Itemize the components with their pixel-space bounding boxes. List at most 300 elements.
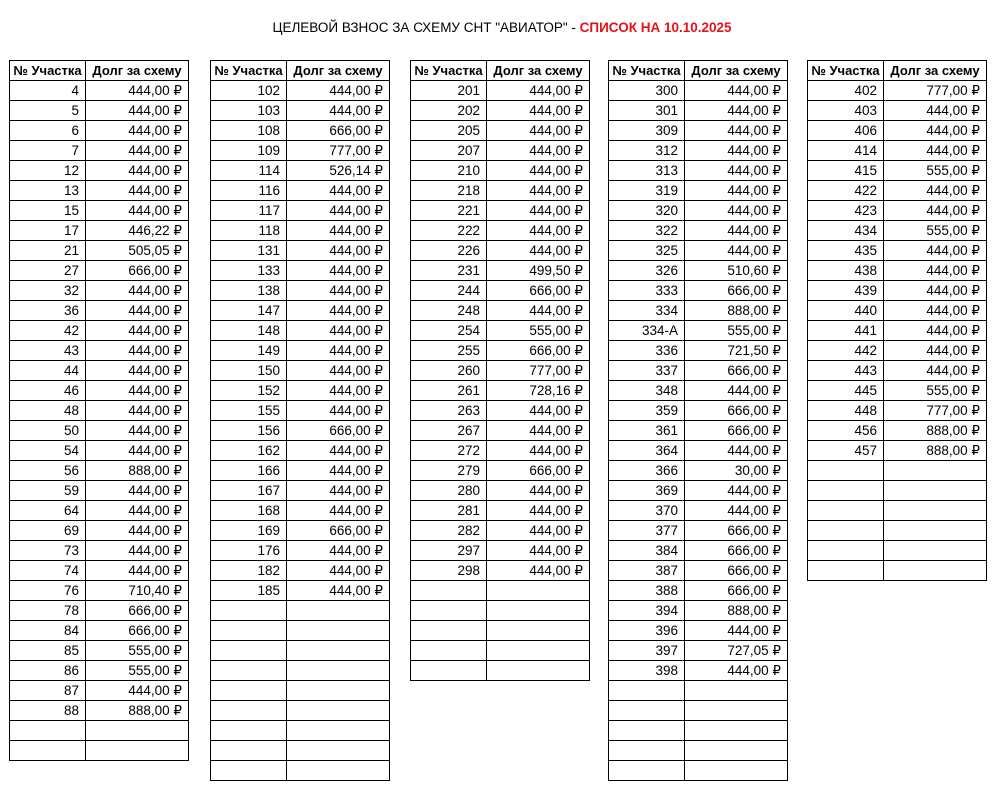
plot-number-cell: 36 (10, 301, 86, 321)
plot-number-cell: 131 (211, 241, 287, 261)
debt-amount-cell: 444,00 ₽ (287, 201, 390, 221)
plot-number-cell: 78 (10, 601, 86, 621)
debt-amount-cell: 666,00 ₽ (86, 621, 189, 641)
debt-amount-cell: 444,00 ₽ (487, 421, 590, 441)
debt-amount-cell: 444,00 ₽ (685, 501, 788, 521)
plot-number-cell: 116 (211, 181, 287, 201)
table-row (10, 441, 189, 461)
table-row (411, 101, 590, 121)
debt-amount-cell: 444,00 ₽ (487, 161, 590, 181)
empty-cell (808, 461, 884, 481)
table-row (10, 541, 189, 561)
table-row (609, 361, 788, 381)
plot-number-cell: 17 (10, 221, 86, 241)
table-row (211, 381, 390, 401)
plot-number-cell: 282 (411, 521, 487, 541)
column-header-debt: Долг за схему (287, 61, 390, 81)
table-row (411, 221, 590, 241)
debt-amount-cell: 721,50 ₽ (685, 341, 788, 361)
plot-number-cell: 254 (411, 321, 487, 341)
table-row (211, 301, 390, 321)
debt-amount-cell: 444,00 ₽ (287, 581, 390, 601)
table-row (609, 201, 788, 221)
plot-number-cell: 109 (211, 141, 287, 161)
plot-number-cell: 201 (411, 81, 487, 101)
empty-cell (211, 701, 287, 721)
column-header-debt: Долг за схему (685, 61, 788, 81)
table-row (211, 441, 390, 461)
debt-table-5 (807, 60, 987, 581)
plot-number-cell: 6 (10, 121, 86, 141)
plot-number-cell: 54 (10, 441, 86, 461)
plot-number-cell: 118 (211, 221, 287, 241)
debt-amount-cell: 444,00 ₽ (86, 681, 189, 701)
debt-amount-cell: 444,00 ₽ (86, 361, 189, 381)
empty-row (211, 661, 390, 681)
table-row (211, 401, 390, 421)
table-row (10, 581, 189, 601)
debt-amount-cell: 666,00 ₽ (685, 281, 788, 301)
table-row (211, 101, 390, 121)
debt-amount-cell: 444,00 ₽ (86, 301, 189, 321)
plot-number-cell: 248 (411, 301, 487, 321)
plot-number-cell: 182 (211, 561, 287, 581)
table-row (411, 121, 590, 141)
table-row (411, 381, 590, 401)
empty-cell (211, 681, 287, 701)
table-row (609, 281, 788, 301)
plot-number-cell: 166 (211, 461, 287, 481)
debt-amount-cell: 444,00 ₽ (487, 521, 590, 541)
debt-amount-cell: 444,00 ₽ (86, 281, 189, 301)
debt-table-4 (608, 60, 788, 781)
table-row (411, 141, 590, 161)
table-row (211, 461, 390, 481)
plot-number-cell: 207 (411, 141, 487, 161)
column-header-plot: № Участка (609, 61, 685, 81)
table-row (411, 441, 590, 461)
plot-number-cell: 414 (808, 141, 884, 161)
debt-amount-cell: 444,00 ₽ (86, 161, 189, 181)
debt-amount-cell: 666,00 ₽ (86, 601, 189, 621)
plot-number-cell: 15 (10, 201, 86, 221)
debt-amount-cell: 444,00 ₽ (487, 101, 590, 121)
table-row (609, 101, 788, 121)
table-row (10, 181, 189, 201)
empty-row (808, 481, 987, 501)
debt-amount-cell: 444,00 ₽ (884, 141, 987, 161)
debt-amount-cell: 444,00 ₽ (487, 501, 590, 521)
table-row (211, 281, 390, 301)
debt-amount-cell: 888,00 ₽ (685, 301, 788, 321)
plot-number-cell: 138 (211, 281, 287, 301)
plot-number-cell: 370 (609, 501, 685, 521)
table-row (808, 401, 987, 421)
table-row (411, 541, 590, 561)
table-row (609, 81, 788, 101)
empty-cell (211, 601, 287, 621)
debt-amount-cell: 444,00 ₽ (86, 541, 189, 561)
empty-cell (287, 681, 390, 701)
plot-number-cell: 281 (411, 501, 487, 521)
plot-number-cell: 150 (211, 361, 287, 381)
table-row (609, 441, 788, 461)
empty-cell (411, 641, 487, 661)
plot-number-cell: 387 (609, 561, 685, 581)
plot-number-cell: 364 (609, 441, 685, 461)
debt-amount-cell: 444,00 ₽ (685, 621, 788, 641)
plot-number-cell: 445 (808, 381, 884, 401)
table-row (609, 341, 788, 361)
debt-amount-cell: 444,00 ₽ (884, 301, 987, 321)
table-row (211, 141, 390, 161)
plot-number-cell: 152 (211, 381, 287, 401)
empty-cell (609, 701, 685, 721)
plot-number-cell: 21 (10, 241, 86, 261)
empty-row (808, 501, 987, 521)
debt-amount-cell: 499,50 ₽ (487, 261, 590, 281)
empty-row (211, 641, 390, 661)
empty-cell (287, 641, 390, 661)
debt-amount-cell: 444,00 ₽ (685, 161, 788, 181)
debt-amount-cell: 555,00 ₽ (86, 641, 189, 661)
debt-amount-cell: 777,00 ₽ (287, 141, 390, 161)
debt-amount-cell: 666,00 ₽ (685, 521, 788, 541)
plot-number-cell: 13 (10, 181, 86, 201)
empty-cell (411, 661, 487, 681)
empty-row (211, 741, 390, 761)
empty-cell (86, 741, 189, 761)
plot-number-cell: 423 (808, 201, 884, 221)
table-row (808, 341, 987, 361)
plot-number-cell: 210 (411, 161, 487, 181)
plot-number-cell: 84 (10, 621, 86, 641)
table-row (211, 161, 390, 181)
empty-row (211, 761, 390, 781)
table-row (411, 361, 590, 381)
debt-amount-cell: 444,00 ₽ (287, 441, 390, 461)
empty-cell (411, 621, 487, 641)
debt-amount-cell: 444,00 ₽ (884, 321, 987, 341)
plot-number-cell: 12 (10, 161, 86, 181)
debt-amount-cell: 444,00 ₽ (487, 541, 590, 561)
table-row (808, 141, 987, 161)
plot-number-cell: 313 (609, 161, 685, 181)
plot-number-cell: 438 (808, 261, 884, 281)
debt-amount-cell: 444,00 ₽ (685, 201, 788, 221)
debt-amount-cell: 444,00 ₽ (287, 401, 390, 421)
debt-amount-cell: 444,00 ₽ (884, 341, 987, 361)
debt-amount-cell: 666,00 ₽ (287, 521, 390, 541)
plot-number-cell: 69 (10, 521, 86, 541)
empty-row (808, 541, 987, 561)
table-row (609, 301, 788, 321)
plot-number-cell: 440 (808, 301, 884, 321)
plot-number-cell: 7 (10, 141, 86, 161)
table-row (609, 141, 788, 161)
table-row (10, 201, 189, 221)
empty-row (211, 701, 390, 721)
empty-row (411, 621, 590, 641)
empty-row (411, 641, 590, 661)
table-row (609, 241, 788, 261)
plot-number-cell: 298 (411, 561, 487, 581)
plot-number-cell: 319 (609, 181, 685, 201)
debt-amount-cell: 666,00 ₽ (487, 341, 590, 361)
debt-amount-cell: 444,00 ₽ (685, 81, 788, 101)
debt-amount-cell: 444,00 ₽ (287, 281, 390, 301)
table-row (609, 621, 788, 641)
empty-cell (287, 661, 390, 681)
table-row (808, 261, 987, 281)
table-row (10, 261, 189, 281)
debt-amount-cell: 444,00 ₽ (86, 341, 189, 361)
table-row (609, 401, 788, 421)
empty-cell (884, 501, 987, 521)
plot-number-cell: 337 (609, 361, 685, 381)
plot-number-cell: 231 (411, 261, 487, 281)
plot-number-cell: 221 (411, 201, 487, 221)
plot-number-cell: 403 (808, 101, 884, 121)
empty-row (211, 621, 390, 641)
plot-number-cell: 44 (10, 361, 86, 381)
debt-amount-cell: 444,00 ₽ (86, 561, 189, 581)
debt-amount-cell: 444,00 ₽ (884, 121, 987, 141)
empty-cell (609, 721, 685, 741)
debt-amount-cell: 888,00 ₽ (685, 601, 788, 621)
debt-amount-cell: 444,00 ₽ (685, 481, 788, 501)
table-row (808, 421, 987, 441)
plot-number-cell: 377 (609, 521, 685, 541)
table-row (211, 561, 390, 581)
table-row (411, 401, 590, 421)
plot-number-cell: 434 (808, 221, 884, 241)
table-row (10, 421, 189, 441)
table-row (411, 261, 590, 281)
plot-number-cell: 348 (609, 381, 685, 401)
debt-amount-cell: 444,00 ₽ (884, 201, 987, 221)
table-row (211, 201, 390, 221)
table-row (10, 461, 189, 481)
debt-amount-cell: 444,00 ₽ (884, 261, 987, 281)
plot-number-cell: 102 (211, 81, 287, 101)
table-row (211, 501, 390, 521)
plot-number-cell: 448 (808, 401, 884, 421)
table-row (411, 341, 590, 361)
debt-amount-cell: 444,00 ₽ (884, 181, 987, 201)
debt-amount-cell: 444,00 ₽ (287, 321, 390, 341)
table-row (211, 181, 390, 201)
debt-amount-cell: 728,16 ₽ (487, 381, 590, 401)
debt-amount-cell: 444,00 ₽ (86, 521, 189, 541)
table-row (211, 361, 390, 381)
plot-number-cell: 43 (10, 341, 86, 361)
plot-number-cell: 398 (609, 661, 685, 681)
table-row (10, 601, 189, 621)
debt-amount-cell: 444,00 ₽ (487, 241, 590, 261)
debt-amount-cell: 444,00 ₽ (86, 401, 189, 421)
plot-number-cell: 359 (609, 401, 685, 421)
debt-amount-cell: 666,00 ₽ (685, 421, 788, 441)
empty-cell (884, 461, 987, 481)
table-row (808, 281, 987, 301)
empty-cell (411, 601, 487, 621)
table-row (10, 641, 189, 661)
debt-table-3 (410, 60, 590, 681)
table-row (609, 261, 788, 281)
debt-amount-cell: 444,00 ₽ (685, 141, 788, 161)
table-row (10, 161, 189, 181)
table-row (211, 481, 390, 501)
debt-amount-cell: 710,40 ₽ (86, 581, 189, 601)
debt-amount-cell: 444,00 ₽ (685, 441, 788, 461)
debt-amount-cell: 444,00 ₽ (287, 301, 390, 321)
empty-cell (487, 601, 590, 621)
plot-number-cell: 326 (609, 261, 685, 281)
plot-number-cell: 226 (411, 241, 487, 261)
table-row (609, 321, 788, 341)
table-row (211, 341, 390, 361)
debt-amount-cell: 444,00 ₽ (685, 121, 788, 141)
table-row (10, 121, 189, 141)
plot-number-cell: 87 (10, 681, 86, 701)
table-row (411, 181, 590, 201)
column-header-plot: № Участка (411, 61, 487, 81)
empty-cell (211, 761, 287, 781)
debt-amount-cell: 444,00 ₽ (287, 561, 390, 581)
table-row (411, 241, 590, 261)
plot-number-cell: 312 (609, 141, 685, 161)
empty-row (411, 601, 590, 621)
empty-cell (808, 561, 884, 581)
table-row (411, 321, 590, 341)
table-row (411, 161, 590, 181)
table-row (808, 381, 987, 401)
plot-number-cell: 64 (10, 501, 86, 521)
title-date: СПИСОК НА 10.10.2025 (579, 20, 732, 35)
debt-amount-cell: 666,00 ₽ (287, 121, 390, 141)
debt-amount-cell: 444,00 ₽ (86, 421, 189, 441)
debt-amount-cell: 444,00 ₽ (287, 461, 390, 481)
empty-cell (808, 521, 884, 541)
empty-cell (609, 761, 685, 781)
table-row (808, 321, 987, 341)
debt-amount-cell: 30,00 ₽ (685, 461, 788, 481)
empty-row (411, 581, 590, 601)
empty-cell (884, 481, 987, 501)
header-row (211, 61, 390, 81)
plot-number-cell: 443 (808, 361, 884, 381)
empty-cell (685, 721, 788, 741)
debt-amount-cell: 444,00 ₽ (287, 81, 390, 101)
column-header-plot: № Участка (211, 61, 287, 81)
empty-cell (211, 721, 287, 741)
empty-cell (609, 681, 685, 701)
debt-amount-cell: 666,00 ₽ (685, 561, 788, 581)
table-row (411, 461, 590, 481)
debt-amount-cell: 444,00 ₽ (685, 221, 788, 241)
plot-number-cell: 56 (10, 461, 86, 481)
plot-number-cell: 366 (609, 461, 685, 481)
table-row (411, 481, 590, 501)
table-row (211, 121, 390, 141)
debt-amount-cell: 555,00 ₽ (884, 161, 987, 181)
debt-amount-cell: 444,00 ₽ (287, 481, 390, 501)
plot-number-cell: 320 (609, 201, 685, 221)
table-row (10, 381, 189, 401)
plot-number-cell: 279 (411, 461, 487, 481)
debt-amount-cell: 505,05 ₽ (86, 241, 189, 261)
table-row (609, 541, 788, 561)
debt-amount-cell: 727,05 ₽ (685, 641, 788, 661)
table-row (211, 581, 390, 601)
debt-amount-cell: 444,00 ₽ (86, 101, 189, 121)
plot-number-cell: 88 (10, 701, 86, 721)
table-row (808, 121, 987, 141)
debt-amount-cell: 444,00 ₽ (287, 541, 390, 561)
debt-amount-cell: 444,00 ₽ (884, 361, 987, 381)
debt-table-2 (210, 60, 390, 781)
plot-number-cell: 280 (411, 481, 487, 501)
table-row (10, 361, 189, 381)
table-row (411, 421, 590, 441)
table-row (609, 601, 788, 621)
plot-number-cell: 336 (609, 341, 685, 361)
debt-amount-cell: 555,00 ₽ (884, 381, 987, 401)
plot-number-cell: 103 (211, 101, 287, 121)
debt-amount-cell: 777,00 ₽ (884, 81, 987, 101)
empty-cell (884, 561, 987, 581)
empty-cell (884, 541, 987, 561)
plot-number-cell: 435 (808, 241, 884, 261)
debt-amount-cell: 444,00 ₽ (487, 221, 590, 241)
debt-amount-cell: 444,00 ₽ (685, 381, 788, 401)
table-row (808, 221, 987, 241)
debt-amount-cell: 444,00 ₽ (86, 81, 189, 101)
empty-cell (211, 741, 287, 761)
plot-number-cell: 76 (10, 581, 86, 601)
plot-number-cell: 334-А (609, 321, 685, 341)
debt-amount-cell: 444,00 ₽ (685, 101, 788, 121)
table-row (411, 521, 590, 541)
table-row (609, 421, 788, 441)
table-row (10, 661, 189, 681)
table-row (808, 81, 987, 101)
empty-row (10, 721, 189, 741)
empty-row (609, 761, 788, 781)
empty-cell (86, 721, 189, 741)
debt-amount-cell: 444,00 ₽ (685, 661, 788, 681)
plot-number-cell: 388 (609, 581, 685, 601)
debt-amount-cell: 444,00 ₽ (287, 341, 390, 361)
table-row (10, 701, 189, 721)
table-row (211, 221, 390, 241)
table-row (808, 201, 987, 221)
plot-number-cell: 394 (609, 601, 685, 621)
table-row (10, 141, 189, 161)
plot-number-cell: 322 (609, 221, 685, 241)
debt-amount-cell: 444,00 ₽ (287, 221, 390, 241)
plot-number-cell: 185 (211, 581, 287, 601)
plot-number-cell: 4 (10, 81, 86, 101)
plot-number-cell: 263 (411, 401, 487, 421)
debt-amount-cell: 555,00 ₽ (86, 661, 189, 681)
empty-cell (287, 621, 390, 641)
debt-amount-cell: 444,00 ₽ (487, 401, 590, 421)
table-row (411, 81, 590, 101)
plot-number-cell: 415 (808, 161, 884, 181)
debt-amount-cell: 444,00 ₽ (487, 201, 590, 221)
